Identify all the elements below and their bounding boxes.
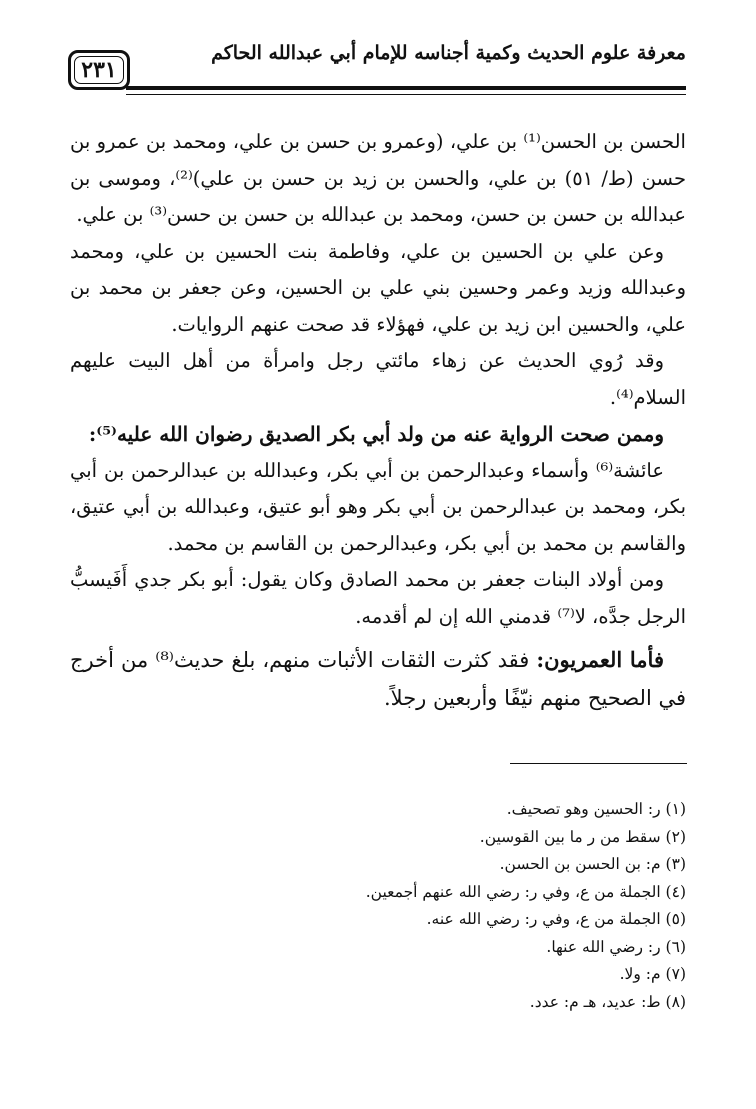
paragraph-7 [70,641,686,717]
paragraph-3: وقد رُوي الحديث عن زهاء مائتي رجل وامرأة من أهل البيت عليهم السلام⁽⁴⁾. [70,349,686,409]
section-heading: وممن صحت الرواية عنه من ولد أبي بكر الصديق رضوان الله عليه⁽⁵⁾: [88,422,664,446]
page-number: ٢٣١ [68,50,130,90]
paragraph-6: ومن أولاد البنات جعفر بن محمد الصادق وكان يقول: أبو بكر جدي أَفَيسبُّ الرجل جدَّه، لا⁽⁷⁾ قدمني الله إن لم أقدمه. [70,568,686,628]
footnote-6: (٦) ر: رضي الله عنها. [546,937,686,956]
footnote-3: (٣) م: بن الحسن بن الحسن. [499,855,686,873]
paragraph-7-lead: فأما العمريون: [536,647,664,672]
footnote-4: (٤) الجملة من ع، وفي ر: رضي الله عنهم أجمعين. [365,882,686,901]
header-rule-thin [126,94,686,95]
page-header [68,38,686,108]
header-rule-thick [126,86,686,90]
footnote-5: (٥) الجملة من ع، وفي ر: رضي الله عنه. [426,910,686,928]
paragraph-2: وعن علي بن الحسين بن علي، وفاطمة بنت الحسين بن علي، ومحمد وعبدالله وزيد وعمر وحسين بني علي بن الحسين، وعن جعفر بن محمد بن علي، والحسين ابن زيد بن علي، فهؤلاء قد صحت عنهم الروايات. [70,239,686,336]
footnote-1: (١) ر: الحسين وهو تصحيف. [506,800,686,818]
footnote-7: (٧) م: ولا. [619,965,686,983]
footnote-separator [510,763,687,764]
footnote-8: (٨) ط: عديد، هـ م: عدد. [529,992,686,1011]
paragraph-1: الحسن بن الحسن⁽¹⁾ بن علي، (وعمرو بن حسن بن علي، ومحمد بن عمرو بن حسن (ط/ ٥١) بن علي، والحسن بن زيد بن حسن بن علي)⁽²⁾، وموسى بن عبدالله بن حسن بن حسن، ومحمد بن عبدالله بن حسن بن حسن⁽³⁾ بن علي. [70,130,686,226]
paragraph-5: عائشة⁽⁶⁾ وأسماء وعبدالرحمن بن أبي بكر، وعبدالله بن عبدالرحمن بن أبي بكر، ومحمد بن عبدالرحمن بن أبي بكر وهو أبو عتيق، وعبدالله بن أبي عتيق، والقاسم بن محمد بن أبي بكر، وعبدالرحمن بن القاسم بن محمد. [70,458,686,555]
footnote-2: (٢) سقط من ر ما بين القوسين. [479,827,686,846]
footnotes [70,796,686,1016]
running-title: معرفة علوم الحديث وكمية أجناسه للإمام أبي عبدالله الحاكم [211,42,686,64]
paragraph-7-rest: فقد كثرت الثقات الأثبات منهم، بلغ حديث⁽⁸⁾ من أخرج في الصحيح منهم نيّفًا وأربعين رجلاً. [70,648,686,710]
main-text [70,124,686,717]
